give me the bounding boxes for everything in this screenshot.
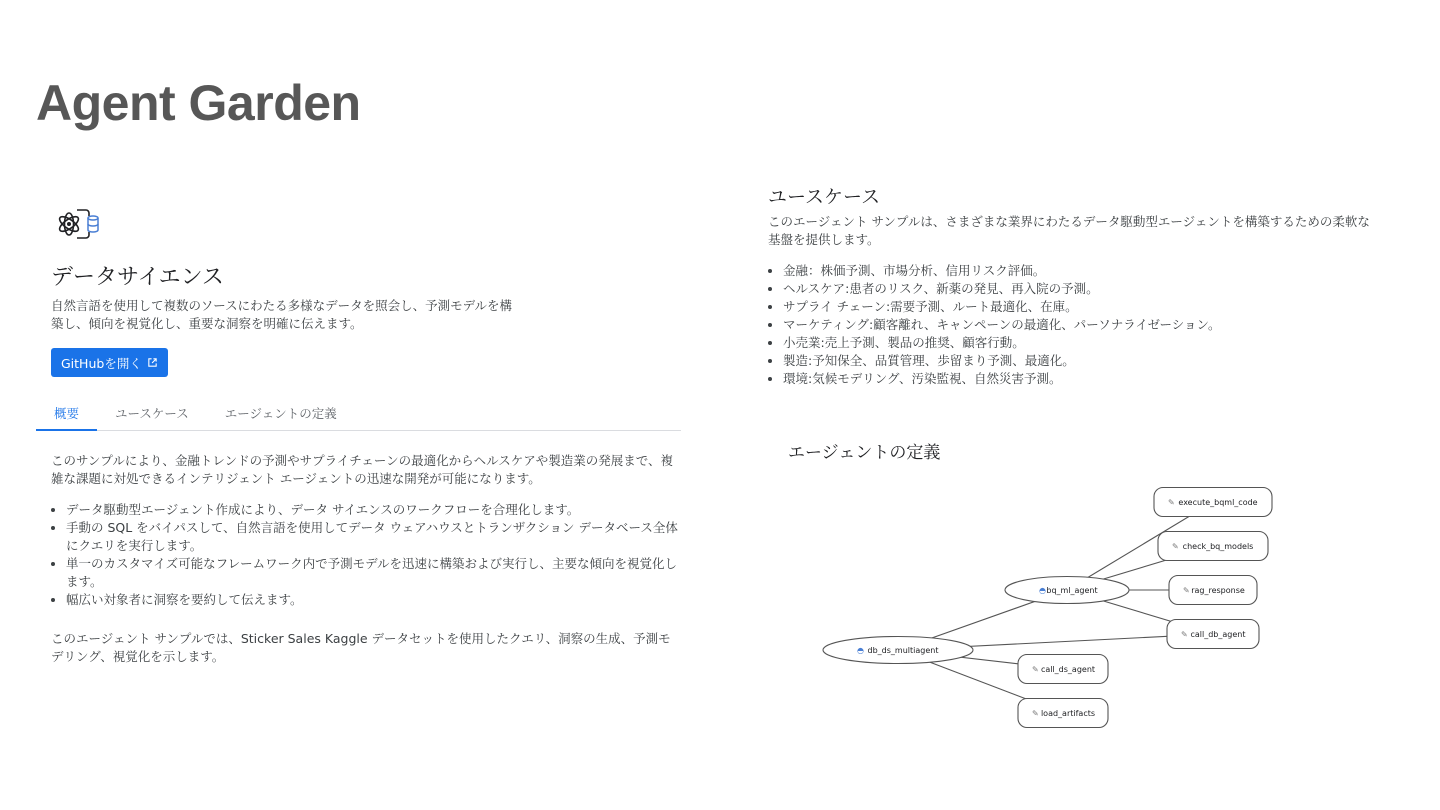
- wrench-icon: ✎: [1032, 665, 1039, 674]
- card-description: 自然言語を使用して複数のソースにわたる多様なデータを照会し、予測モデルを構築し、傾向を視覚化し、重要な洞察を明確に伝えます。: [51, 298, 513, 331]
- overview-intro: このサンプルにより、金融トレンドの予測やサプライチェーンの最適化からヘルスケアや製造業の発展まで、複雑な課題に対処できるインテリジェント エージェントの迅速な開発が可能になります。: [51, 453, 673, 486]
- agent-graph: [815, 480, 1285, 735]
- use-cases-intro: このエージェント サンプルは、さまざまな業界にわたるデータ駆動型エージェントを構築するための柔軟な基盤を提供します。: [768, 214, 1370, 247]
- open-github-button[interactable]: [51, 348, 168, 377]
- list-item: • マーケティング:顧客離れ、キャンペーンの最適化、パーソナライゼーション。: [783, 316, 1388, 334]
- list-item: • ヘルスケア:患者のリスク、新薬の発見、再入院の予測。: [783, 280, 1388, 298]
- graph-node-bq-ml-agent[interactable]: [1005, 577, 1129, 604]
- graph-node-label: call_db_agent: [1190, 630, 1246, 639]
- list-item: • 手動の SQL をバイパスして、自然言語を使用してデータ ウェアハウスとトランザクション データベース全体にクエリを実行します。: [66, 519, 681, 555]
- open-github-label: GitHubを開く: [61, 355, 142, 371]
- graph-node-label: check_bq_models: [1182, 542, 1254, 551]
- list-item: • 金融：株価予測、市場分析、信用リスク評価。: [783, 262, 1388, 280]
- tab-overview[interactable]: 概要: [36, 398, 97, 430]
- robot-icon: ◓: [1039, 586, 1046, 595]
- wrench-icon: ✎: [1172, 542, 1179, 551]
- graph-node-call-ds-agent[interactable]: [1018, 655, 1108, 684]
- tab-use-cases[interactable]: ユースケース: [115, 406, 189, 421]
- list-item: • 製造:予知保全、品質管理、歩留まり予測、最適化。: [783, 352, 1388, 370]
- list-item: • 単一のカスタマイズ可能なフレームワーク内で予測モデルを迅速に構築および実行し、主要な傾向を視覚化します。: [66, 555, 681, 591]
- graph-node-label: bq_ml_agent: [1046, 586, 1098, 595]
- list-item: • 環境:気候モデリング、汚染監視、自然災害予測。: [783, 370, 1388, 388]
- list-item: • データ駆動型エージェント作成により、データ サイエンスのワークフローを合理化します。: [66, 501, 681, 519]
- tab-agent-definition[interactable]: エージェントの定義: [224, 406, 337, 421]
- use-cases-list: [768, 262, 1388, 388]
- list-item: • 小売業:売上予測、製品の推奨、顧客行動。: [783, 334, 1388, 352]
- graph-node-label: call_ds_agent: [1040, 665, 1096, 674]
- graph-node-call-db-agent[interactable]: [1167, 620, 1259, 649]
- robot-icon: ◓: [857, 646, 864, 655]
- page-title: Agent Garden: [36, 75, 361, 131]
- overview-bullet-list: [51, 501, 681, 609]
- data-science-icon: [54, 204, 102, 244]
- card-title: データサイエンス: [51, 265, 224, 290]
- list-item: • 幅広い対象者に洞察を要約して伝えます。: [66, 591, 681, 609]
- list-item: • サプライ チェーン:需要予測、ルート最適化、在庫。: [783, 298, 1388, 316]
- use-cases-title: ユースケース: [768, 186, 881, 208]
- agent-definition-title: エージェントの定義: [788, 443, 941, 463]
- overview-outro: このエージェント サンプルでは、Sticker Sales Kaggle データセットを使用したクエリ、洞察の生成、予測モデリング、視覚化を示します。: [51, 631, 671, 664]
- graph-node-load-artifacts[interactable]: [1018, 699, 1108, 728]
- graph-node-label: db_ds_multiagent: [867, 646, 939, 655]
- wrench-icon: ✎: [1181, 630, 1188, 639]
- graph-node-db-ds-multiagent[interactable]: [823, 637, 973, 664]
- graph-node-check-bq-models[interactable]: [1158, 532, 1268, 561]
- tab-bar: [36, 398, 681, 431]
- wrench-icon: ✎: [1183, 586, 1190, 595]
- graph-node-label: load_artifacts: [1040, 709, 1096, 718]
- graph-node-label: execute_bqml_code: [1178, 498, 1258, 507]
- wrench-icon: ✎: [1032, 709, 1039, 718]
- graph-node-label: rag_response: [1191, 586, 1245, 595]
- graph-node-rag-response[interactable]: [1169, 576, 1257, 605]
- external-link-icon: [147, 357, 158, 368]
- graph-node-execute-bqml-code[interactable]: [1154, 488, 1272, 517]
- wrench-icon: ✎: [1168, 498, 1175, 507]
